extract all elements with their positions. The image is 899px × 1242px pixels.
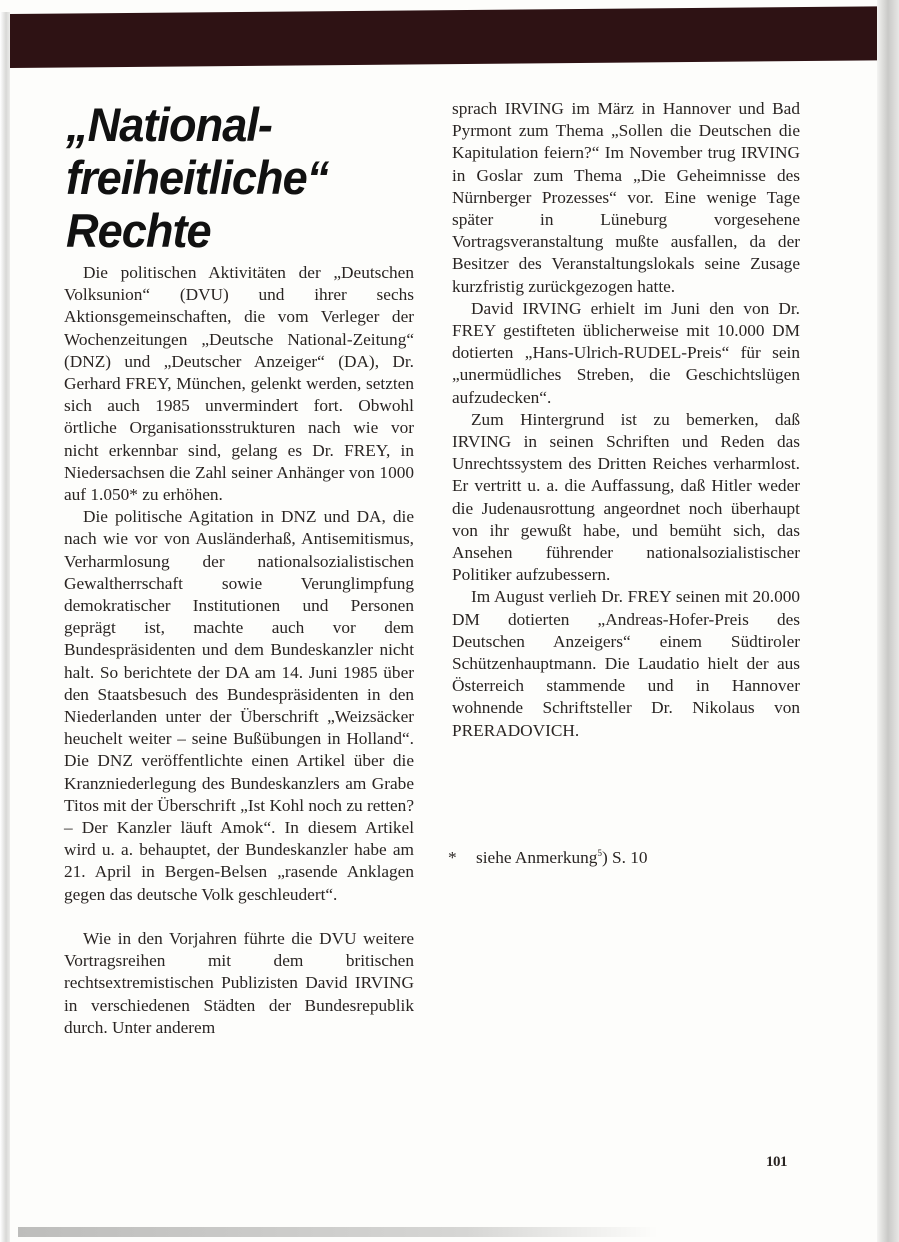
footnote-marker: * bbox=[448, 847, 457, 867]
footnote-text: siehe Anmerkung bbox=[476, 847, 598, 867]
title-line: „National- bbox=[66, 98, 272, 151]
page-edge-left bbox=[0, 12, 10, 1242]
scan-shadow bbox=[18, 1227, 658, 1237]
footnote-suffix: ) S. 10 bbox=[601, 847, 648, 867]
page-number: 101 bbox=[766, 1154, 787, 1170]
footnote bbox=[448, 842, 648, 869]
paragraph: Im August verlieh Dr. FREY seinen mit 20.000 DM dotierten „Andreas-Hofer-Preis des Deutschen Anzeigers“ einem Südtiroler Schützenhauptmann. Die Laudatio hielt der aus Österreich stammende und in Hannover wohnende Schriftsteller Dr. Nikolaus von PRERADOVICH. bbox=[452, 587, 800, 740]
left-column bbox=[64, 262, 414, 1039]
paragraph: David IRVING erhielt im Juni den von Dr. FREY gestifteten üblicherweise mit 10.000 DM dotierten „Hans-Ulrich-RUDEL-Preis“ für sein „unermüdliches Streben, die Geschichtslügen aufzudecken“. bbox=[452, 298, 800, 407]
paragraph: Die politischen Aktivitäten der „Deutschen Volksunion“ (DVU) und ihrer sechs Aktionsgemeinschaften, die vom Verleger der Wochenzeitungen „Deutsche National-Zeitung“ (DNZ) und „Deutscher Anzeiger“ (DA), Dr. Gerhard FREY, München, gelenkt werden, setzten sich auch 1985 unvermindert fort. Obwohl örtliche Organisationsstrukturen nach wie vor nicht erkennbar sind, gelang es Dr. FREY, in Niedersachsen die Zahl seiner Anhänger von 1000 auf 1.050* zu erhöhen. bbox=[64, 263, 414, 505]
right-column bbox=[452, 98, 800, 742]
title-line: freiheitliche“ bbox=[66, 151, 329, 204]
paragraph: Die politische Agitation in DNZ und DA, die nach wie vor von Ausländerhaß, Antisemitismus, Verharmlosung der nationalsozialistischen Gewaltherrschaft sowie Verunglimpfung demokratischer Institutionen und Personen geprägt ist, machte auch vor dem Bundespräsidenten und dem Bundeskanzler nicht halt. So berichtete der DA am 14. Juni 1985 über den Staatsbesuch des Bundespräsidenten in den Niederlanden unter der Überschrift „Weizsäcker heuchelt weiter – seine Bußübungen in Holland“. Die DNZ veröffentlichte einen Artikel über die Kranzniederlegung des Bundeskanzlers am Grabe Titos mit der Überschrift „Ist Kohl noch zu retten? – Der Kanzler läuft Amok“. In diesem Artikel wird u. a. behauptet, der Bundeskanzler habe am 21. April in Bergen-Belsen „rasende Anklagen gegen das deutsche Volk geschleudert“. bbox=[64, 507, 414, 904]
header-color-bar bbox=[10, 6, 877, 68]
title-line: Rechte bbox=[66, 204, 211, 257]
page-edge-right bbox=[877, 0, 899, 1242]
paragraph: Wie in den Vorjahren führte die DVU weitere Vortragsreihen mit dem britischen rechtsextremistischen Publizisten David IRVING in verschiedenen Städten der Bundesrepublik durch. Unter anderem bbox=[64, 928, 414, 1037]
paragraph: Zum Hintergrund ist zu bemerken, daß IRVING in seinen Schriften und Reden das Unrechtssystem des Dritten Reiches verharmlost. Er vertritt u. a. die Auffassung, daß Hitler weder die Judenausrottung angeordnet noch überhaupt von ihr gewußt habe, und bemüht sich, das Ansehen führender nationalsozialistischer Politiker aufzubessern. bbox=[452, 409, 800, 585]
footnote-superscript: 5 bbox=[597, 848, 602, 858]
paragraph: sprach IRVING im März in Hannover und Bad Pyrmont zum Thema „Sollen die Deutschen die Kapitulation feiern?“ Im November trug IRVING in Goslar zum Thema „Die Geheimnisse des Nürnberger Prozesses“ vor. Eine wenige Tage später in Lüneburg vorgesehene Vortragsveranstaltung mußte ausfallen, da der Besitzer des Veranstaltungslokals seine Zusage kurzfristig zurückgezogen hatte. bbox=[452, 99, 800, 296]
section-title bbox=[66, 98, 412, 257]
